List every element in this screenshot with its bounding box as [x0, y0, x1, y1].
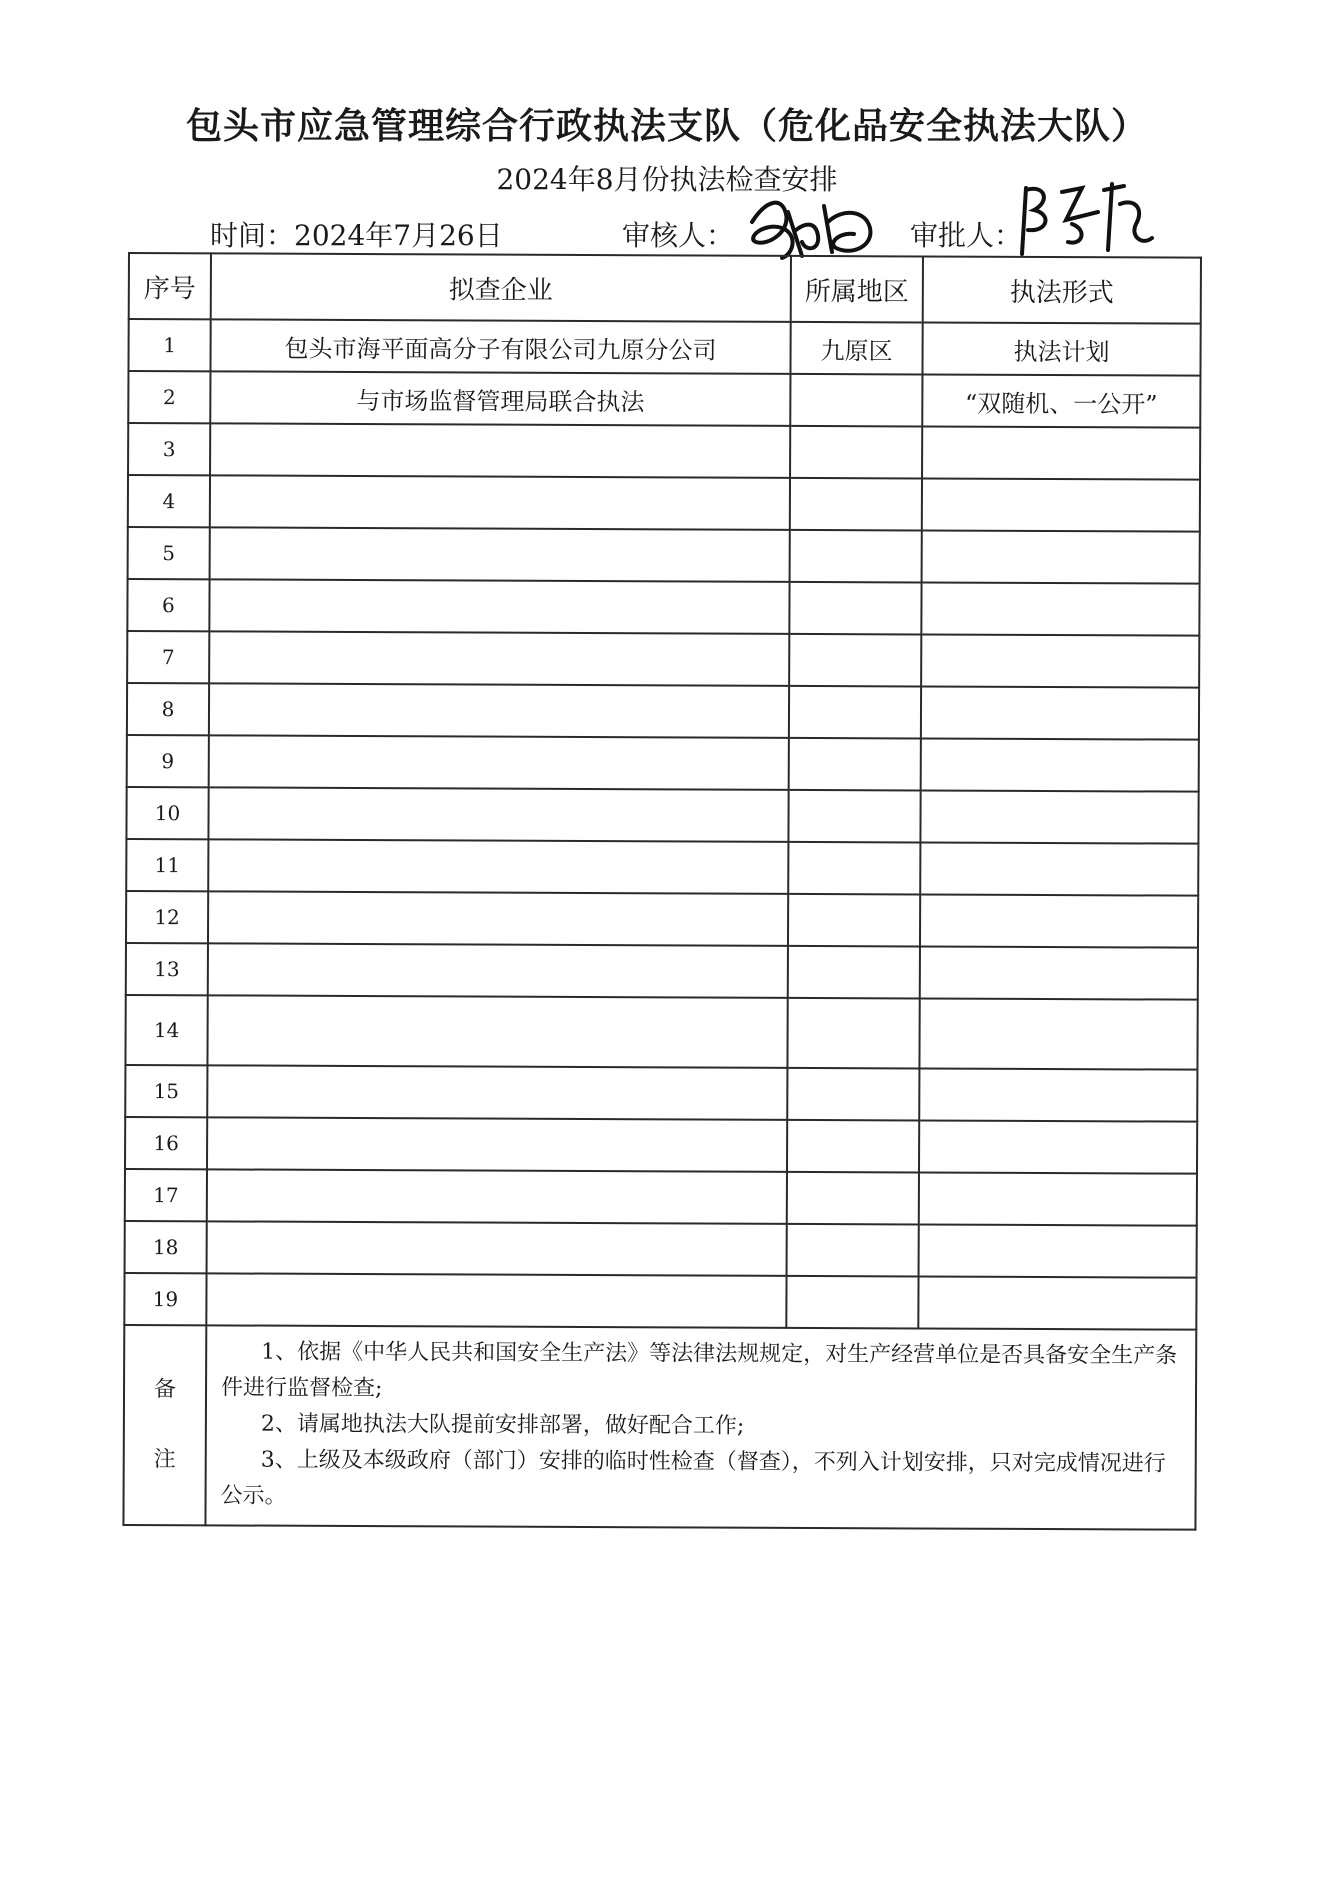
area-cell: 九原区 — [790, 322, 922, 375]
table-row — [126, 839, 1198, 896]
enterprise-cell — [209, 683, 789, 738]
area-cell — [788, 790, 920, 843]
enterprise-cell — [208, 891, 788, 946]
table-header-row — [129, 253, 1201, 324]
form-cell — [921, 686, 1199, 739]
form-cell — [920, 790, 1198, 843]
table-row — [127, 631, 1199, 688]
area-cell — [788, 842, 920, 895]
enterprise-cell — [210, 423, 790, 478]
form-cell — [918, 1276, 1196, 1329]
table-row — [127, 735, 1199, 792]
document-title: 包头市应急管理综合行政执法支队（危化品安全执法大队） — [185, 106, 1148, 147]
table-row — [127, 683, 1199, 740]
enterprise-cell — [209, 735, 789, 790]
enterprise-cell — [210, 475, 790, 530]
form-cell: 执法计划 — [922, 322, 1200, 375]
note-item: 1、依据《中华人民共和国安全生产法》等法律法规规定，对生产经营单位是否具备安全生产条件进行监督检查; — [220, 1339, 1178, 1402]
area-cell — [790, 374, 922, 427]
enterprise-cell — [207, 1117, 787, 1172]
table-row — [128, 423, 1200, 480]
form-cell — [919, 1224, 1197, 1277]
area-cell — [789, 686, 921, 739]
area-cell — [790, 478, 922, 531]
table-row — [125, 1169, 1197, 1226]
table-row — [125, 1117, 1197, 1174]
row-number: 6 — [127, 579, 209, 631]
table-row — [128, 371, 1200, 428]
form-cell — [919, 1120, 1197, 1173]
approver-label: 审批人： — [910, 219, 1023, 252]
area-cell — [786, 1276, 918, 1329]
enterprise-cell — [208, 943, 788, 998]
reviewer-signature — [742, 192, 882, 264]
enterprise-cell — [209, 631, 789, 686]
row-number: 5 — [128, 527, 210, 579]
notes-row — [123, 1325, 1196, 1530]
table-row — [126, 787, 1198, 844]
row-number: 13 — [126, 943, 208, 995]
notes-content — [205, 1325, 1196, 1529]
notes-label-char: 注 — [153, 1447, 176, 1473]
row-number: 17 — [125, 1169, 207, 1221]
enterprise-cell — [206, 1273, 786, 1328]
note-item: 3、上级及本级政府（部门）安排的临时性检查（督查），不列入计划安排，只对完成情况进行公示。 — [220, 1447, 1166, 1509]
table-row — [128, 475, 1200, 532]
row-number: 11 — [126, 839, 208, 891]
form-cell — [919, 1172, 1197, 1225]
time-label: 时间： — [210, 219, 295, 252]
table-row — [128, 319, 1200, 376]
table-row — [125, 1221, 1197, 1278]
form-cell — [921, 738, 1199, 791]
row-number: 10 — [126, 787, 208, 839]
header-area: 所属地区 — [791, 256, 923, 323]
header-form: 执法形式 — [923, 256, 1201, 323]
reviewer-label: 审核人： — [622, 219, 735, 252]
notes-label-char: 备 — [153, 1377, 177, 1403]
form-cell — [920, 894, 1198, 947]
enterprise-cell: 包头市海平面高分子有限公司九原分公司 — [210, 319, 790, 374]
row-number: 16 — [125, 1117, 207, 1169]
area-cell — [787, 1172, 919, 1225]
enterprise-cell — [210, 527, 790, 582]
row-number: 18 — [125, 1221, 207, 1273]
table-row — [128, 527, 1200, 584]
notes-label — [123, 1325, 206, 1525]
document-subtitle: 2024年8月份执法检查安排 — [496, 163, 838, 196]
enterprise-cell — [208, 787, 788, 842]
area-cell — [787, 998, 919, 1069]
area-cell — [789, 738, 921, 791]
form-cell — [922, 426, 1200, 479]
form-cell — [922, 530, 1200, 583]
form-cell — [921, 582, 1199, 635]
header-no: 序号 — [129, 253, 211, 319]
approver-signature — [1012, 180, 1162, 260]
form-cell: “双随机、一公开” — [922, 374, 1200, 427]
row-number: 2 — [128, 371, 210, 423]
enterprise-cell — [207, 1169, 787, 1224]
table-row — [127, 579, 1199, 636]
form-cell — [922, 478, 1200, 531]
enterprise-cell — [208, 839, 788, 894]
table-row — [125, 1065, 1197, 1122]
enterprise-cell — [209, 579, 789, 634]
row-number: 12 — [126, 891, 208, 943]
row-number: 15 — [125, 1065, 207, 1117]
issue-date — [210, 214, 503, 254]
form-cell — [919, 1068, 1197, 1121]
table-row — [124, 1273, 1196, 1330]
row-number: 14 — [125, 995, 207, 1065]
area-cell — [789, 634, 921, 687]
note-item: 2、请属地执法大队提前安排部署，做好配合工作; — [260, 1411, 745, 1439]
area-cell — [790, 426, 922, 479]
enterprise-cell — [207, 1221, 787, 1276]
row-number: 1 — [128, 319, 210, 371]
row-number: 9 — [127, 735, 209, 787]
row-number: 19 — [124, 1273, 206, 1325]
area-cell — [787, 1068, 919, 1121]
inspection-schedule-table — [122, 252, 1202, 1531]
form-cell — [919, 998, 1197, 1069]
area-cell — [788, 894, 920, 947]
area-cell — [788, 946, 920, 999]
form-cell — [920, 946, 1198, 999]
row-number: 8 — [127, 683, 209, 735]
area-cell — [787, 1224, 919, 1277]
form-cell — [920, 842, 1198, 895]
row-number: 3 — [128, 423, 210, 475]
time-value: 2024年7月26日 — [294, 219, 503, 252]
area-cell — [790, 530, 922, 583]
form-cell — [921, 634, 1199, 687]
enterprise-cell — [207, 1065, 787, 1120]
table-row — [126, 891, 1198, 948]
enterprise-cell — [207, 995, 787, 1068]
row-number: 7 — [127, 631, 209, 683]
enterprise-cell: 与市场监督管理局联合执法 — [210, 371, 790, 426]
area-cell — [789, 582, 921, 635]
header-enterprise: 拟查企业 — [211, 253, 791, 322]
row-number: 4 — [128, 475, 210, 527]
table-row — [125, 995, 1197, 1070]
table-row — [126, 943, 1198, 1000]
area-cell — [787, 1120, 919, 1173]
